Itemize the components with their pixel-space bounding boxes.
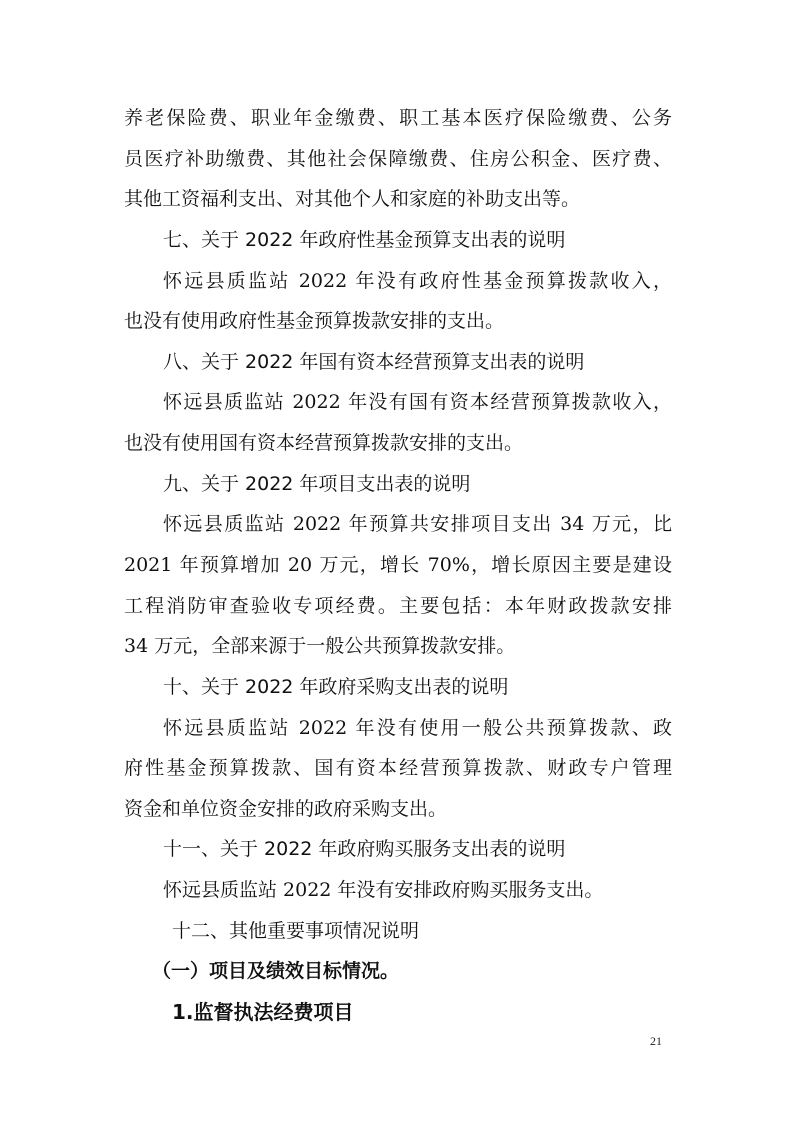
paragraph-line: 养老保险费、职业年金缴费、职工基本医疗保险缴费、公务 (124, 107, 672, 129)
paragraph-line: 2021 年预算增加 20 万元，增长 70%，增长原因主要是建设 (124, 554, 672, 576)
subsection-heading: （一）项目及绩效目标情况。 (152, 960, 400, 982)
paragraph-line: 怀远县质监站 2022 年没有国有资本经营预算拨款收入， (163, 391, 672, 413)
section-heading: 十一、关于 2022 年政府购买服务支出表的说明 (163, 838, 566, 860)
paragraph-line: 府性基金预算拨款、国有资本经营预算拨款、财政专户管理 (124, 757, 672, 779)
paragraph-line: 其他工资福利支出、对其他个人和家庭的补助支出等。 (124, 188, 581, 210)
section-heading: 九、关于 2022 年项目支出表的说明 (163, 473, 471, 495)
paragraph-line: 也没有使用国有资本经营预算拨款安排的支出。 (124, 432, 524, 454)
section-heading: 八、关于 2022 年国有资本经营预算支出表的说明 (163, 351, 585, 373)
page-number: 21 (650, 1034, 662, 1048)
paragraph-line: 怀远县质监站 2022 年没有安排政府购买服务支出。 (163, 879, 604, 901)
paragraph-line: 员医疗补助缴费、其他社会保障缴费、住房公积金、医疗费、 (124, 148, 672, 170)
paragraph-line: 资金和单位资金安排的政府采购支出。 (124, 798, 448, 820)
paragraph-line: 怀远县质监站 2022 年没有政府性基金预算拨款收入， (163, 270, 672, 292)
paragraph-line: 也没有使用政府性基金预算拨款安排的支出。 (124, 310, 505, 332)
section-heading: 十二、其他重要事项情况说明 (172, 920, 420, 942)
item-heading: 1.监督执法经费项目 (172, 1000, 354, 1024)
section-heading: 十、关于 2022 年政府采购支出表的说明 (163, 676, 509, 698)
paragraph-line: 工程消防审查验收专项经费。主要包括：本年财政拨款安排 (124, 595, 672, 617)
paragraph-line: 怀远县质监站 2022 年预算共安排项目支出 34 万元，比 (163, 513, 672, 535)
paragraph-line: 怀远县质监站 2022 年没有使用一般公共预算拨款、政 (163, 717, 672, 739)
section-heading: 七、关于 2022 年政府性基金预算支出表的说明 (163, 229, 566, 251)
paragraph-line: 34 万元，全部来源于一般公共预算拨款安排。 (124, 635, 516, 657)
